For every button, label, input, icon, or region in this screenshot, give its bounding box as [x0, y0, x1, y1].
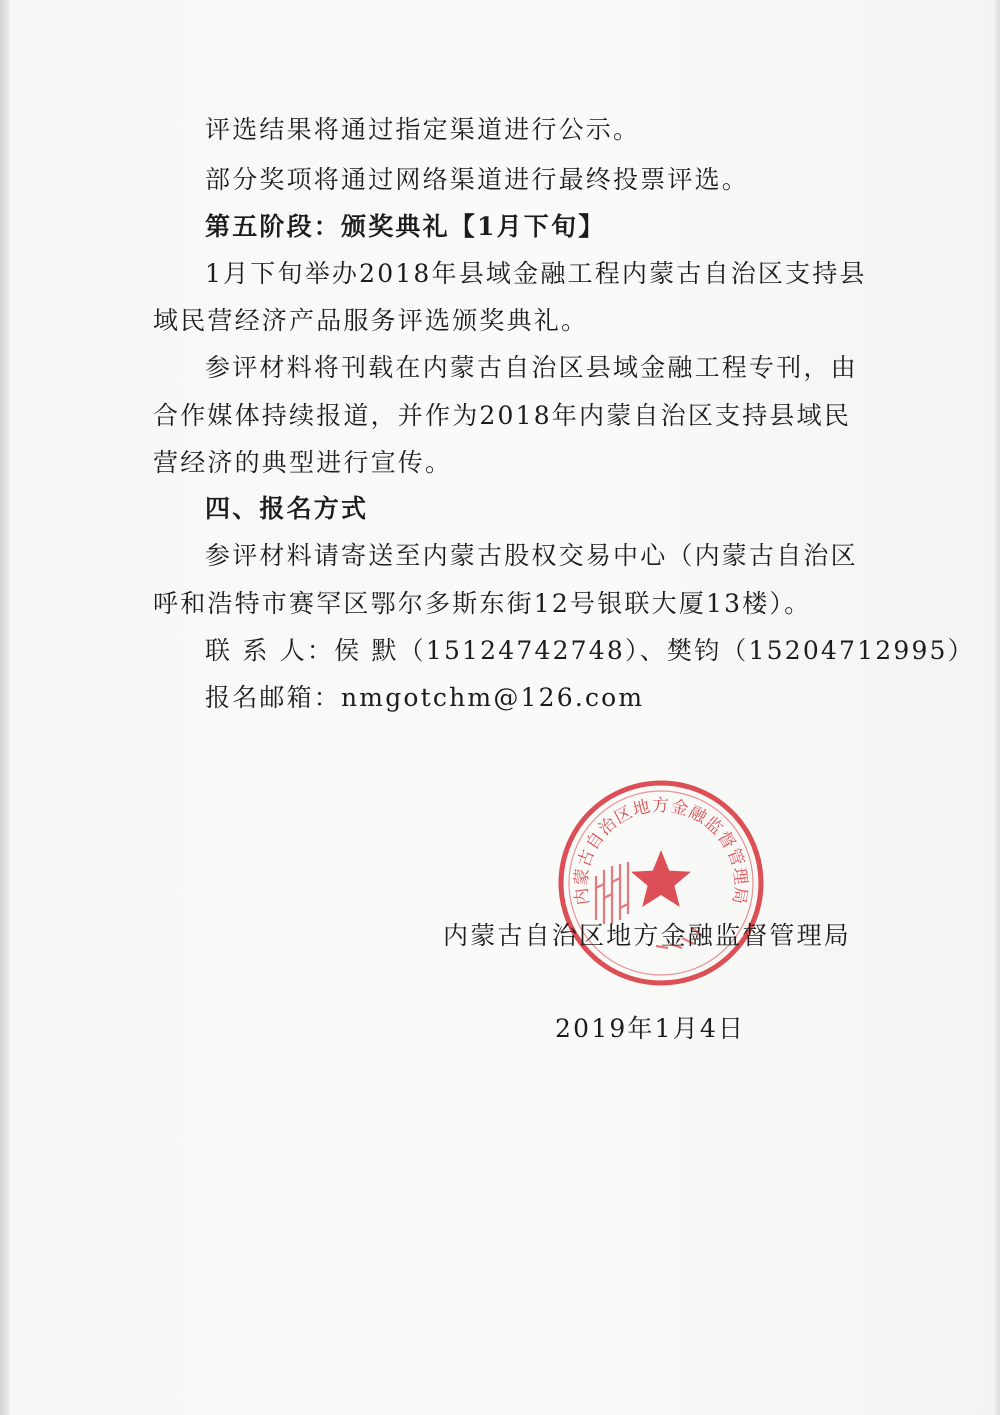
scan-edge-right	[994, 0, 1000, 1415]
body-line-7: 合作媒体持续报道，并作为2018年内蒙自治区支持县域民	[153, 401, 852, 430]
body-line-2: 部分奖项将通过网络渠道进行最终投票评选。	[205, 165, 750, 194]
body-line-10: 参评材料请寄送至内蒙古股权交易中心（内蒙古自治区	[205, 541, 858, 570]
issue-date: 2019年1月4日	[555, 1014, 746, 1043]
contact-line: 联 系 人：侯 默（15124742748）、樊钧（15204712995）	[205, 636, 975, 665]
section-heading-stage-5: 第五阶段：颁奖典礼【1月下旬】	[205, 212, 606, 241]
body-line-6: 参评材料将刊载在内蒙古自治区县域金融工程专刊，由	[205, 353, 858, 382]
body-line-4: 1月下旬举办2018年县域金融工程内蒙古自治区支持县	[205, 259, 867, 288]
email-line: 报名邮箱：nmgotchm@126.com	[205, 683, 645, 712]
body-line-5: 域民营经济产品服务评选颁奖典礼。	[153, 306, 589, 335]
body-line-11: 呼和浩特市赛罕区鄂尔多斯东街12号银联大厦13楼）。	[153, 589, 812, 618]
body-line-8: 营经济的典型进行宣传。	[153, 448, 453, 477]
scan-edge-left	[0, 0, 9, 1415]
official-seal	[556, 778, 766, 988]
issuer-name: 内蒙古自治区地方金融监督管理局	[443, 921, 852, 950]
svg-text:内蒙古自治区地方金融监督管理局: 内蒙古自治区地方金融监督管理局	[571, 796, 751, 907]
body-line-1: 评选结果将通过指定渠道进行公示。	[205, 115, 641, 144]
section-heading-registration: 四、报名方式	[205, 494, 369, 523]
